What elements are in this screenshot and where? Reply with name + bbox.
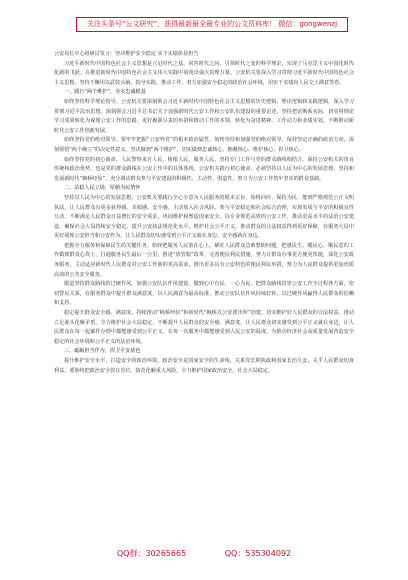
paragraph: 稳定提升群众安全感、满意度。持续推动“枫桥经验”和新时代“枫桥式公安派出所”创建，切实维护好人民群众的合法权益。推动立足源头化解矛盾，全力维护社会大局稳定，不断提升人民群众的安全感、满意度，让人民群众切实感受到公平正义就在身边，让人民群众在每一起案件办理中都能感受到公平正义，在每一次服务中都能感受到人民公安的温度，为推动经济社会高质量发展营造安全稳定的社会环境和公平正义的法治环境。 (54, 310, 354, 345)
document-title: 公安局长中心组研讨发言：坚决维护安全稳定 实干实绩彰显担当 (54, 51, 199, 57)
qq-group-label: QQ群：30265665 (116, 549, 187, 558)
section-heading: 二、站稳人民立场，厚植为民情怀 (64, 185, 141, 192)
section-heading: 一、践行“两个维护”，夯实忠诚根基 (64, 89, 146, 96)
paragraph: 始终坚持党的初心使命。人民警察来自人民，植根人民，服务人民。坚持专门工作与党的群众路线相结合，保持公安机关的优良传统和政治优势，也是党的群众路线在公安工作中的具体体现。公安机关践行初心使命，必须坚持以人民为中心的发展思想，坚持和发展新时代“枫桥经验”，充分调动群众参与平安建设的积极性、主动性、创造性，努力为公安工作筑牢坚实的群众基础。 (54, 156, 354, 182)
paragraph: 习近平新时代中国特色社会主义思想是立足时代之基、回答时代之问，引领时代之变的科学理论，实现了马克思主义中国化时代化新的飞跃。在推进新时代中国特色社会主义伟大实践中展现出强大真理力量。公安机关要深入学习贯彻习近平新时代中国特色社会主义思想，坚持不懈用以武装头脑、指导实践、推动工作，着力加强安全稳定的政治社会环境，用实干实绩向人民交上满意答卷。 (54, 60, 354, 86)
paragraph: 锻造坚持群众路线的过硬作风。加强公安队伍作风建设，做到心中有民、一心为民，把群众路线贯穿公安工作全过程各方面，密切警民关系，在服务群众中提升群众满意度，以人民满意为最高标准，推动公安队伍作风持续好转，以过硬作风赢得人民群众的信赖和支持。 (54, 281, 354, 307)
qq-contact-label: QQ：535304092 (224, 549, 292, 558)
top-banner: 关注头条号“公文研究”，获得最新最全最专业的公文资料库！ 微信：gongwenzj (76, 17, 348, 32)
paragraph: 提升维护安全水平，打造安全的政治环境。政治安全是国家安全的生命线，关系党长期执政和国家长治久安，关乎人民群众切身利益。要始终把政治安全放在首位，防范化解重大风险，全力维护国家政治安全、社会大局稳定。 (54, 358, 354, 374)
paragraph: 坚持以人民为中心的发展思想。公安机关要践行全心全意为人民服务的根本宗旨，始终回应、保持为民、能到严格规范公正文明执法，让人民群众有更多获得感、幸福感、安全感。主动加入社会风险、参与平安稳定和社会综合治理，实现发展与平安的积极良性互动，不断满足人民群众日益增长的安全需求，巩固维护和塑造国家安全。以专业规范高效的公安工作，推动更高水平的法治公安建设，确保社会大局持续安全稳定。提升公安执法规范化水平，维护社会公平正义，推动群众的合法权益得到更好保障，在服务大局中更好展现公安担当和公安作为，让人民群众切实感受到公平正义就在身边、安全感就在身边。 (54, 194, 354, 240)
paragraph: 始终坚持党的绝对领导。要牢牢把握“公安姓党”的根本政治属性，始终坚持和加强党的绝对领导，保持坚定正确的政治方向。深刻领悟“两个确立”的决定性意义，坚决做到“两个维护”，切实做到忠诚核心、拥戴核心、维护核心、捍卫核心。 (54, 137, 354, 153)
section-heading: 三、砥砺担当作为，捍卫平安底色 (64, 348, 141, 355)
paragraph: 把握全力服务和保障民生的关键任务。始终把服务人民放在心上，紧盯人民群众急难愁盼问题，把惠民生、暖民心、顺民意的工作做到群众心坎上，打通服务民生最后一公里。推进“放管服”改革，完善便民利民措施，努力让群众办事更方便更快捷，深化公安政务服务，主动适应新时代人民群众对公安工作新的更高需求，推出更多具有公安特色的便民利民举措，努力为人民群众提供更加优质高效的公共安全服务。 (54, 242, 354, 278)
document-body (54, 50, 354, 376)
paragraph: 始终坚持科学理论指导。公安机关要深刻领会习近平新时代中国特色社会主义思想的历史逻辑、理论逻辑和实践逻辑，深入学习贯彻习近平法治思想。深刻领会习近平总书记关于加强新时代公安工作和公安队伍建设的重要论述，坚持把论断系实际，切实将理论学习成果转化为谋划公安工作的思路、更好履职尽责的举措和推动工作的本领，转化为奋进精神、工作动力和业绩实效，不断推动新时代公安工作创新发展。 (54, 98, 354, 134)
footer (0, 548, 408, 560)
